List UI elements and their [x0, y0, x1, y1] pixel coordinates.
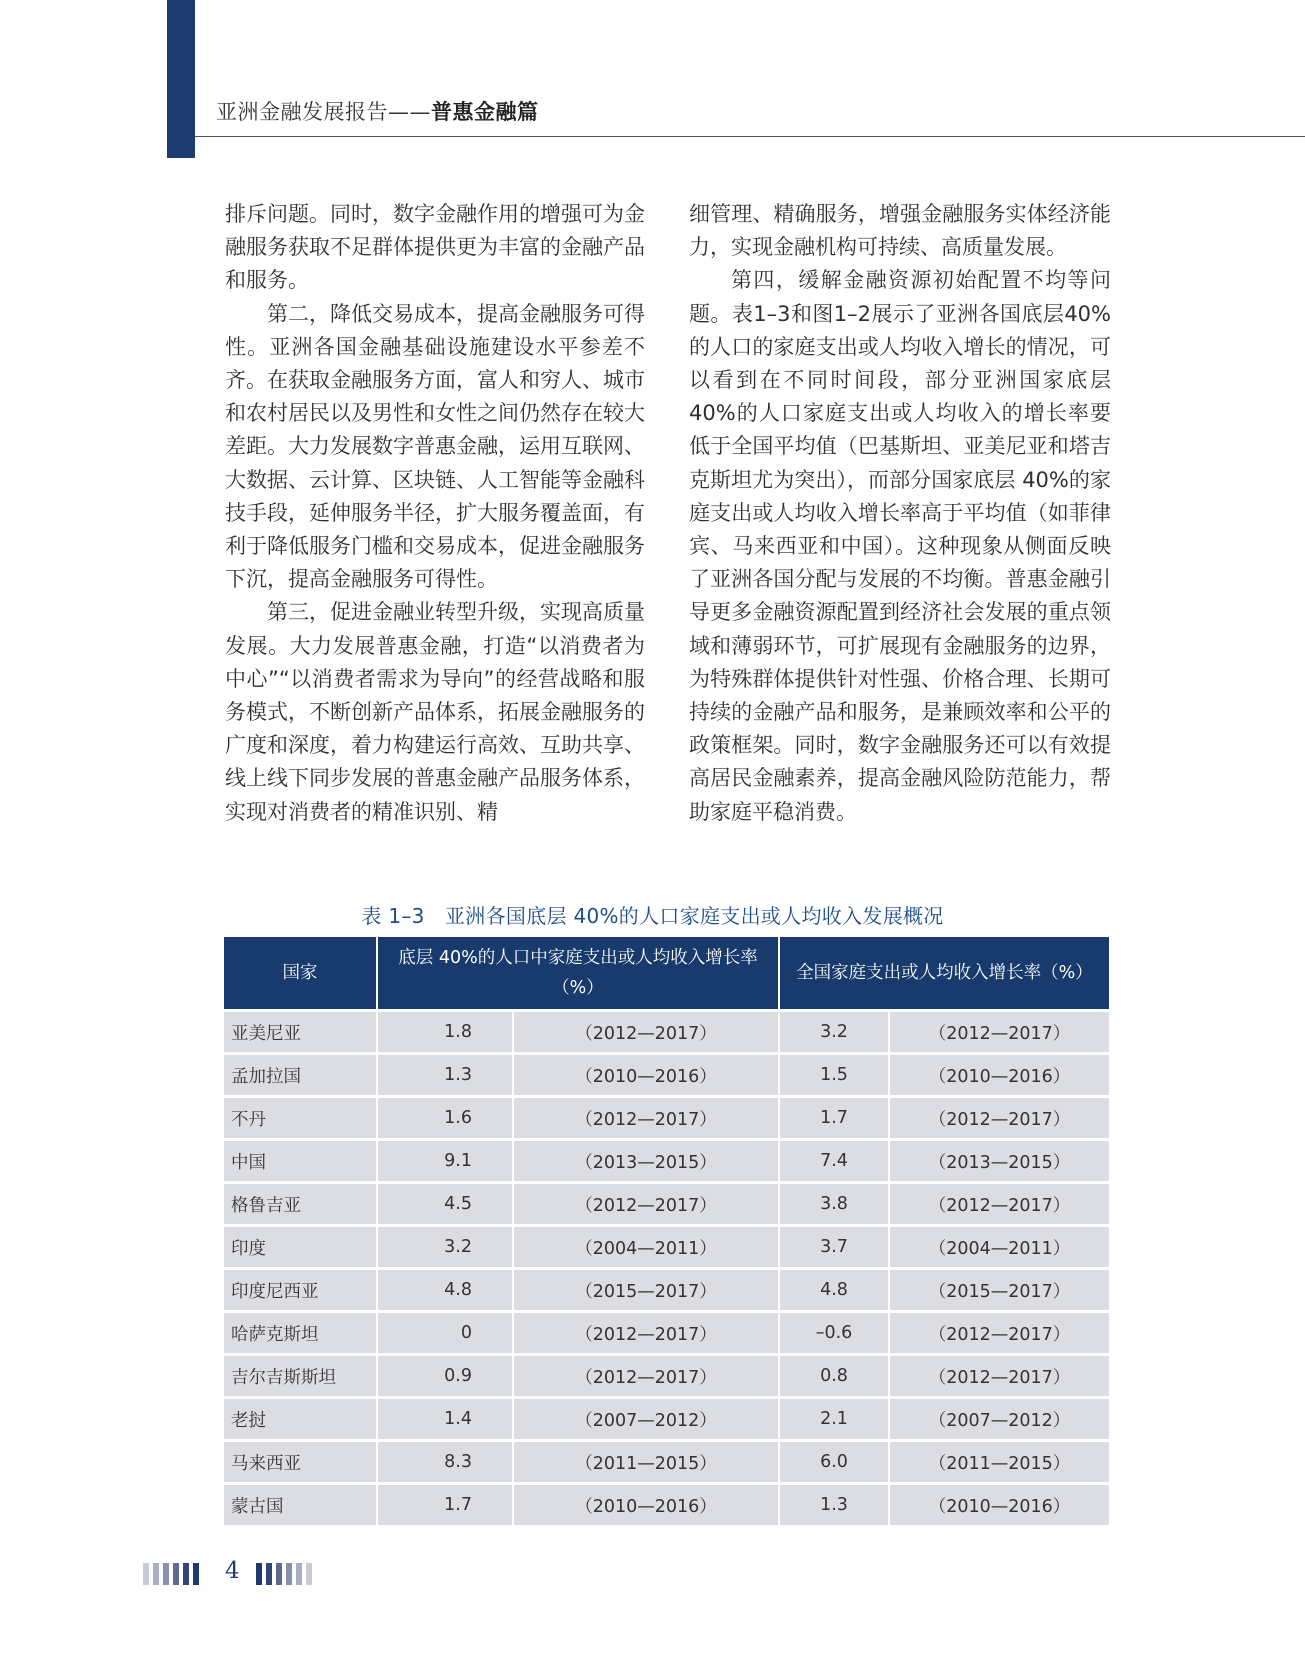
paragraph: 第三，促进金融业转型升级，实现高质量发展。大力发展普惠金融，打造“以消费者为中心”“以消费者需求为导向”的经营战略和服务模式，不断创新产品体系，拓展金融服务的广度和深度，着力构建运行高效、互助共享、线上线下同步发展的普惠金融产品服务体系，实现对消费者的精准识别、精: [225, 600, 645, 824]
table-row: [224, 1183, 1109, 1226]
footer-bars-left: [143, 1563, 201, 1585]
cell-bottom40-value: 8.3: [377, 1441, 513, 1484]
cell-bottom40-period: （2011—2015）: [513, 1441, 779, 1484]
footer-bar: [183, 1563, 189, 1585]
cell-bottom40-period: （2013—2015）: [513, 1140, 779, 1183]
cell-country: 马来西亚: [224, 1441, 377, 1484]
cell-country: 孟加拉国: [224, 1054, 377, 1097]
cell-bottom40-value: 1.4: [377, 1398, 513, 1441]
paragraph: 细管理、精确服务，增强金融服务实体经济能力，实现金融机构可持续、高质量发展。: [689, 202, 1111, 260]
table-row: [224, 1398, 1109, 1441]
cell-bottom40-period: （2012—2017）: [513, 1312, 779, 1355]
cell-national-value: 1.7: [779, 1097, 889, 1140]
cell-country: 老挝: [224, 1398, 377, 1441]
footer-bar: [193, 1563, 199, 1585]
cell-national-period: （2011—2015）: [889, 1441, 1109, 1484]
table-row: [224, 1140, 1109, 1183]
running-header-regular: 亚洲金融发展报告——: [216, 100, 431, 124]
cell-national-period: （2015—2017）: [889, 1269, 1109, 1312]
cell-bottom40-value: 4.8: [377, 1269, 513, 1312]
cell-national-value: 1.3: [779, 1484, 889, 1526]
table-row: [224, 1097, 1109, 1140]
cell-bottom40-period: （2010—2016）: [513, 1054, 779, 1097]
footer-bar: [163, 1563, 169, 1585]
paragraph: 第四，缓解金融资源初始配置不均等问题。表1–3和图1–2展示了亚洲各国底层40%的人口的家庭支出或人均收入增长的情况，可以看到在不同时间段，部分亚洲国家底层40%的人口家庭支出或人均收入的增长率要低于全国平均值（巴基斯坦、亚美尼亚和塔吉克斯坦尤为突出），而部分国家底层 40%的家庭支出或人均收入增长率高于平均值（如菲律宾、马来西亚和中国）。这种现象从侧面反映了亚洲各国分配与发展的不均衡。普惠金融引导更多金融资源配置到经济社会发展的重点领域和薄弱环节，可扩展现有金融服务的边界，为特殊群体提供针对性强、价格合理、长期可持续的金融产品和服务，是兼顾效率和公平的政策框架。同时，数字金融服务还可以有效提高居民金融素养，提高金融风险防范能力，帮助家庭平稳消费。: [689, 268, 1111, 824]
paragraph: 第二，降低交易成本，提高金融服务可得性。亚洲各国金融基础设施建设水平参差不齐。在获取金融服务方面，富人和穷人、城市和农村居民以及男性和女性之间仍然存在较大差距。大力发展数字普惠金融，运用互联网、大数据、云计算、区块链、人工智能等金融科技手段，延伸服务半径，扩大服务覆盖面，有利于降低服务门槛和交易成本，促进金融服务下沉，提高金融服务可得性。: [225, 301, 645, 592]
cell-national-value: 6.0: [779, 1441, 889, 1484]
cell-national-period: （2010—2016）: [889, 1484, 1109, 1526]
header-country: 国家: [224, 937, 377, 1011]
cell-national-value: 7.4: [779, 1140, 889, 1183]
growth-table: [224, 937, 1109, 1525]
cell-national-period: （2004—2011）: [889, 1226, 1109, 1269]
table-caption: 表 1–3 亚洲各国底层 40%的人口家庭支出或人均收入发展概况: [361, 904, 944, 928]
header-national: 全国家庭支出或人均收入增长率（%）: [779, 937, 1109, 1011]
cell-bottom40-value: 0: [377, 1312, 513, 1355]
cell-bottom40-period: （2010—2016）: [513, 1484, 779, 1526]
cell-bottom40-value: 1.7: [377, 1484, 513, 1526]
cell-national-value: 2.1: [779, 1398, 889, 1441]
footer-bar: [256, 1563, 262, 1585]
footer-bar: [276, 1563, 282, 1585]
cell-bottom40-value: 3.2: [377, 1226, 513, 1269]
footer-bar: [296, 1563, 302, 1585]
cell-country: 印度尼西亚: [224, 1269, 377, 1312]
cell-national-period: （2012—2017）: [889, 1355, 1109, 1398]
header-side-bar: [167, 0, 195, 158]
cell-bottom40-period: （2007—2012）: [513, 1398, 779, 1441]
cell-bottom40-period: （2004—2011）: [513, 1226, 779, 1269]
cell-country: 亚美尼亚: [224, 1011, 377, 1054]
cell-bottom40-period: （2015—2017）: [513, 1269, 779, 1312]
cell-bottom40-value: 0.9: [377, 1355, 513, 1398]
cell-country: 中国: [224, 1140, 377, 1183]
table-row: [224, 1011, 1109, 1054]
cell-national-value: 4.8: [779, 1269, 889, 1312]
cell-national-period: （2013—2015）: [889, 1140, 1109, 1183]
cell-bottom40-value: 1.3: [377, 1054, 513, 1097]
table-header-row: [224, 937, 1109, 1011]
cell-country: 哈萨克斯坦: [224, 1312, 377, 1355]
cell-bottom40-period: （2012—2017）: [513, 1011, 779, 1054]
cell-national-value: 1.5: [779, 1054, 889, 1097]
running-header: [216, 96, 539, 126]
header-rule: [195, 136, 1305, 137]
cell-national-period: （2012—2017）: [889, 1183, 1109, 1226]
footer-bar: [173, 1563, 179, 1585]
footer-bar: [306, 1563, 312, 1585]
cell-bottom40-value: 9.1: [377, 1140, 513, 1183]
header-bottom40: 底层 40%的人口中家庭支出或人均收入增长率（%）: [377, 937, 779, 1011]
paragraph: 排斥问题。同时，数字金融作用的增强可为金融服务获取不足群体提供更为丰富的金融产品和服务。: [225, 202, 645, 293]
cell-national-value: –0.6: [779, 1312, 889, 1355]
cell-national-value: 3.2: [779, 1011, 889, 1054]
table-row: [224, 1269, 1109, 1312]
footer-bar: [153, 1563, 159, 1585]
cell-bottom40-period: （2012—2017）: [513, 1183, 779, 1226]
page-number: 4: [225, 1558, 240, 1584]
cell-national-period: （2010—2016）: [889, 1054, 1109, 1097]
cell-bottom40-value: 1.8: [377, 1011, 513, 1054]
table-row: [224, 1355, 1109, 1398]
cell-national-period: （2012—2017）: [889, 1097, 1109, 1140]
table-row: [224, 1441, 1109, 1484]
table-row: [224, 1484, 1109, 1526]
cell-country: 吉尔吉斯斯坦: [224, 1355, 377, 1398]
left-text-column: [225, 198, 645, 829]
cell-national-period: （2012—2017）: [889, 1312, 1109, 1355]
cell-bottom40-period: （2012—2017）: [513, 1097, 779, 1140]
table-row: [224, 1312, 1109, 1355]
cell-national-period: （2007—2012）: [889, 1398, 1109, 1441]
cell-national-period: （2012—2017）: [889, 1011, 1109, 1054]
cell-country: 格鲁吉亚: [224, 1183, 377, 1226]
running-header-bold: 普惠金融篇: [431, 99, 539, 124]
cell-country: 不丹: [224, 1097, 377, 1140]
footer-bar: [286, 1563, 292, 1585]
table-body: [224, 1011, 1109, 1526]
right-text-column: [689, 198, 1111, 829]
cell-country: 印度: [224, 1226, 377, 1269]
footer-bars-right: [256, 1563, 314, 1585]
footer-bar: [266, 1563, 272, 1585]
cell-bottom40-value: 1.6: [377, 1097, 513, 1140]
cell-country: 蒙古国: [224, 1484, 377, 1526]
cell-bottom40-value: 4.5: [377, 1183, 513, 1226]
table-row: [224, 1226, 1109, 1269]
footer-bar: [143, 1563, 149, 1585]
cell-national-value: 3.7: [779, 1226, 889, 1269]
cell-bottom40-period: （2012—2017）: [513, 1355, 779, 1398]
table-row: [224, 1054, 1109, 1097]
cell-national-value: 3.8: [779, 1183, 889, 1226]
cell-national-value: 0.8: [779, 1355, 889, 1398]
